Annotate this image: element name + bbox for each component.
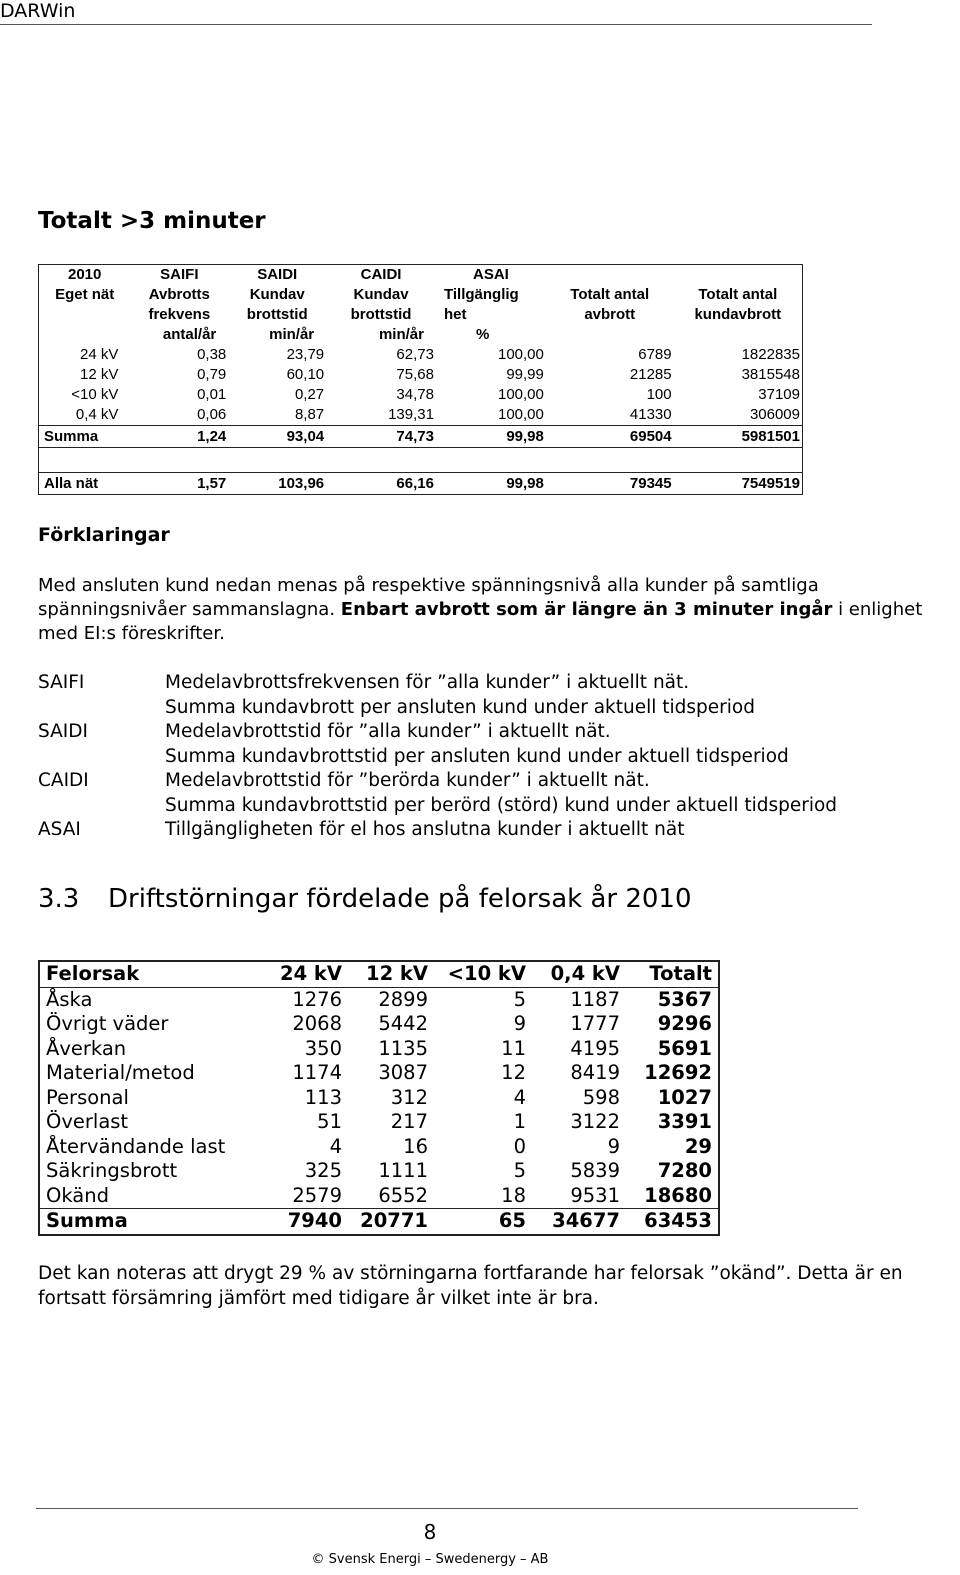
table2-cell: 18 — [501, 1183, 526, 1207]
table2-cell: 1111 — [378, 1159, 428, 1182]
table1-cell: 66,16 — [326, 473, 436, 495]
table2-cell: 1 — [513, 1110, 526, 1133]
table2-cell: 16 — [403, 1134, 428, 1158]
table1-cell: 0,79 — [197, 366, 227, 383]
table1-header-cell: het — [443, 306, 467, 323]
table2-cell: 7940 — [244, 1209, 348, 1235]
table1-cell: 75,68 — [396, 366, 434, 383]
table2-cell: 1027 — [657, 1085, 712, 1109]
table2-cell: 4 — [513, 1085, 526, 1109]
table1-cell: 41330 — [629, 406, 672, 423]
table2-cell: 9531 — [570, 1183, 620, 1207]
table2-header-cell: Felorsak — [39, 961, 244, 987]
table1-cell: 1822835 — [741, 346, 800, 363]
table2-cell: Säkringsbrott — [46, 1159, 178, 1182]
table2-row — [39, 1061, 719, 1086]
table2-cell: 20771 — [348, 1209, 434, 1235]
table2-cell: 2579 — [292, 1183, 342, 1207]
definition-term: SAIFI — [38, 672, 85, 693]
table1-cell: 24 kV — [80, 346, 119, 363]
definition-desc: Summa kundavbrott per ansluten kund under aktuell tidsperiod — [165, 696, 755, 718]
definition-row — [38, 745, 938, 770]
table1-cell: 6789 — [638, 346, 672, 363]
table2-cell: 3087 — [378, 1061, 428, 1084]
table1-header-cell — [546, 265, 674, 286]
definition-row — [38, 794, 938, 819]
definition-desc: Medelavbrottsfrekvensen för ”alla kunder” i aktuellt nät. — [165, 672, 690, 693]
table1-header-row — [39, 325, 803, 345]
table1-header-cell: Totalt antal — [698, 286, 778, 303]
table2-header-cell: 0,4 kV — [532, 961, 626, 987]
table2-cell: 9296 — [657, 1012, 712, 1035]
table2-cell: 312 — [390, 1085, 428, 1109]
definition-row — [38, 696, 938, 721]
table1-cell: <10 kV — [71, 386, 119, 403]
table1-cell: 99,99 — [506, 366, 544, 383]
table1-header-cell: kundavbrott — [694, 306, 782, 323]
definition-row — [38, 818, 938, 843]
table1-cell: Alla nät — [39, 473, 131, 495]
table1-header-cell: % — [475, 326, 490, 343]
table2-cell: 5 — [513, 1159, 526, 1182]
table2-cell: 8419 — [570, 1061, 620, 1084]
definition-row — [38, 671, 938, 696]
table2-row — [39, 1037, 719, 1062]
table2-cell: 113 — [304, 1085, 342, 1109]
table1-row — [39, 385, 803, 405]
explanation-text: Med ansluten kund nedan menas på respektive spänningsnivå alla kunder på samtliga spänningsnivåer sammanslagna. — [38, 575, 819, 620]
table1-cell: 99,98 — [436, 426, 546, 448]
table2-cell: 598 — [582, 1085, 620, 1109]
table2-cell: 4 — [329, 1134, 342, 1158]
table2-cell: Överlast — [46, 1110, 129, 1133]
table1-header-cell — [546, 325, 674, 345]
definition-desc: Tillgängligheten för el hos anslutna kunder i aktuellt nät — [165, 819, 685, 840]
table2-row — [39, 1012, 719, 1037]
footer-divider — [36, 1508, 858, 1509]
section-number: 3.3 — [38, 884, 80, 914]
table2-cell: 1187 — [570, 987, 620, 1011]
table1-cell: 5981501 — [674, 426, 803, 448]
table1-separator — [39, 448, 803, 473]
table1-cell: 3815548 — [741, 366, 800, 383]
table2-cell: Åska — [46, 987, 93, 1011]
table2-cell: 3391 — [657, 1110, 712, 1133]
definition-term: ASAI — [38, 819, 81, 840]
table2-cell: 7280 — [657, 1159, 712, 1182]
table2-header-cell: 12 kV — [348, 961, 434, 987]
table1-cell: 100,00 — [497, 386, 544, 403]
table1-header-cell: Tillgänglig — [443, 286, 519, 303]
table1-cell: 100 — [646, 386, 672, 403]
table1-summa-row — [39, 426, 803, 448]
table1-header-cell: 2010 — [68, 266, 102, 283]
table1-cell: 100,00 — [497, 406, 544, 423]
table1-cell: 139,31 — [388, 406, 434, 423]
table1-cell: 0,06 — [197, 406, 227, 423]
definition-desc: Summa kundavbrottstid per ansluten kund under aktuell tidsperiod — [165, 745, 789, 767]
table2-header-cell: <10 kV — [434, 961, 532, 987]
table2-row — [39, 1086, 719, 1111]
table1-cell: 62,73 — [396, 346, 434, 363]
table2-cell: 3122 — [570, 1110, 620, 1133]
app-title: DARWin — [0, 0, 76, 22]
table1-cell: 306009 — [749, 406, 800, 423]
table1-alla-row — [39, 473, 803, 495]
table1-header-cell — [39, 305, 131, 325]
page-number: 8 — [423, 1520, 437, 1544]
definition-row — [38, 769, 938, 794]
table1-cell: 103,96 — [228, 473, 326, 495]
table2-total-row — [39, 1209, 719, 1235]
definition-list — [38, 671, 938, 843]
table2-cell: 18680 — [644, 1183, 712, 1207]
table1-header-cell: Eget nät — [55, 286, 115, 303]
table2-cell: 5691 — [657, 1036, 712, 1060]
table2-cell: 325 — [304, 1159, 342, 1182]
table1-cell: 8,87 — [294, 406, 325, 423]
header-divider — [0, 24, 872, 25]
table1-cell: 79345 — [546, 473, 674, 495]
table1-cell: 37109 — [758, 386, 800, 403]
table1-header-cell: brottstid — [350, 306, 412, 323]
table1-cell: 0,38 — [197, 346, 227, 363]
table1-cell: 93,04 — [228, 426, 326, 448]
table1-header-cell: antal/år — [162, 326, 217, 343]
table2-row — [39, 1110, 719, 1135]
explanation-emphasis: Enbart avbrott som är längre än 3 minuter ingår — [340, 599, 833, 620]
table1-header-cell: brottstid — [246, 306, 308, 323]
table1-cell: 1,57 — [130, 473, 228, 495]
definition-term: CAIDI — [38, 770, 89, 791]
table1-header-cell: CAIDI — [360, 266, 402, 283]
table2-cell: 1276 — [292, 987, 342, 1011]
table1-cell: 100,00 — [497, 346, 544, 363]
reliability-table — [38, 264, 803, 495]
definition-desc: Medelavbrottstid för ”alla kunder” i aktuellt nät. — [165, 721, 611, 742]
table1-header-cell: avbrott — [584, 306, 636, 323]
table2-cell: 2899 — [378, 987, 428, 1011]
section-heading-total: Totalt >3 minuter — [38, 208, 266, 234]
table1-header-cell: SAIDI — [257, 266, 298, 283]
table1-header-cell: Totalt antal — [570, 286, 650, 303]
table2-cell: 11 — [501, 1036, 526, 1060]
table1-header-cell: SAIFI — [160, 266, 199, 283]
table1-header-cell: min/år — [378, 326, 424, 343]
table2-cell: 1174 — [292, 1061, 342, 1084]
copyright-notice: © Svensk Energi – Swedenergy – AB — [311, 1552, 549, 1567]
table1-header-cell: Avbrotts — [148, 286, 210, 303]
table2-cell: 9 — [607, 1134, 620, 1158]
table2-header-cell: 24 kV — [244, 961, 348, 987]
definition-row — [38, 720, 938, 745]
table1-header-cell: ASAI — [473, 266, 509, 283]
table2-cell: Summa — [39, 1209, 244, 1235]
table2-cell: 4195 — [570, 1036, 620, 1060]
table1-cell: 60,10 — [286, 366, 325, 383]
table1-header-row — [39, 265, 803, 286]
table1-cell: 21285 — [629, 366, 672, 383]
table1-row — [39, 405, 803, 426]
table1-header-cell — [674, 265, 803, 286]
table2-cell: 0 — [513, 1134, 526, 1158]
table2-cell: 29 — [684, 1134, 712, 1158]
table2-cell: 5367 — [657, 987, 712, 1011]
table1-cell: 34,78 — [396, 386, 434, 403]
table2-row — [39, 1184, 719, 1209]
table2-cell: 9 — [513, 1012, 526, 1035]
definition-term: SAIDI — [38, 721, 88, 742]
table2-row — [39, 987, 719, 1012]
table1-header-cell: min/år — [269, 326, 315, 343]
definition-desc: Medelavbrottstid för ”berörda kunder” i aktuellt nät. — [165, 770, 650, 791]
fault-cause-table — [38, 960, 720, 1236]
table2-header-row — [39, 961, 719, 987]
table1-row — [39, 345, 803, 365]
table2-cell: 6552 — [378, 1183, 428, 1207]
table2-cell: 350 — [304, 1036, 342, 1060]
table1-cell: 12 kV — [80, 366, 119, 383]
table2-cell: Okänd — [46, 1183, 109, 1207]
table2-cell: 2068 — [292, 1012, 342, 1035]
table1-header-cell — [39, 325, 131, 345]
table1-cell: 74,73 — [326, 426, 436, 448]
table1-cell: 0,01 — [197, 386, 227, 403]
section-heading-forklaringar: Förklaringar — [38, 524, 170, 546]
table1-header-row — [39, 305, 803, 325]
table1-cell: 1,24 — [130, 426, 228, 448]
explanation-paragraph — [38, 574, 943, 646]
table1-cell: 69504 — [546, 426, 674, 448]
table1-header-row — [39, 285, 803, 305]
table2-cell: 5839 — [570, 1159, 620, 1182]
section-heading-3-3 — [38, 884, 692, 914]
table2-cell: 5 — [513, 987, 526, 1011]
table1-header-cell: Kundav — [353, 286, 409, 303]
table1-header-cell: Kundav — [249, 286, 305, 303]
table2-cell: 63453 — [626, 1209, 719, 1235]
table2-cell: 34677 — [532, 1209, 626, 1235]
table1-cell: 23,79 — [286, 346, 325, 363]
table2-cell: 12 — [501, 1061, 526, 1084]
explanation-text-end: i enlighet med EI:s föreskrifter. — [38, 599, 923, 644]
table1-header-cell: frekvens — [148, 306, 211, 323]
table1-cell: 99,98 — [436, 473, 546, 495]
table2-header-cell: Totalt — [626, 961, 719, 987]
table2-cell: 65 — [434, 1209, 532, 1235]
table2-cell: Återvändande last — [46, 1134, 226, 1158]
table1-cell: Summa — [39, 426, 131, 448]
definition-desc: Summa kundavbrottstid per berörd (störd) kund under aktuell tidsperiod — [165, 794, 838, 816]
table2-cell: 5442 — [378, 1012, 428, 1035]
table2-cell: Personal — [46, 1085, 129, 1109]
table2-cell: 1135 — [378, 1036, 428, 1060]
table1-row — [39, 365, 803, 385]
table2-row — [39, 1159, 719, 1184]
table2-row — [39, 1135, 719, 1160]
table2-cell: Övrigt väder — [46, 1012, 169, 1035]
table2-cell: Material/metod — [46, 1061, 195, 1084]
table1-cell: 0,4 kV — [75, 406, 119, 423]
table2-cell: 51 — [317, 1110, 342, 1133]
table2-cell: 12692 — [644, 1061, 712, 1084]
section-title: Driftstörningar fördelade på felorsak år 2010 — [108, 884, 692, 914]
table1-cell: 7549519 — [674, 473, 803, 495]
table1-header-cell — [674, 325, 803, 345]
table2-cell: Åverkan — [46, 1036, 127, 1060]
table2-cell: 217 — [390, 1110, 428, 1133]
table2-cell: 1777 — [570, 1012, 620, 1035]
table1-cell: 0,27 — [294, 386, 325, 403]
closing-paragraph: Det kan noteras att drygt 29 % av störningarna fortfarande har felorsak ”okänd”. Detta är en fortsatt försämring jämfört med tidigare år vilket inte är bra. — [38, 1263, 903, 1309]
